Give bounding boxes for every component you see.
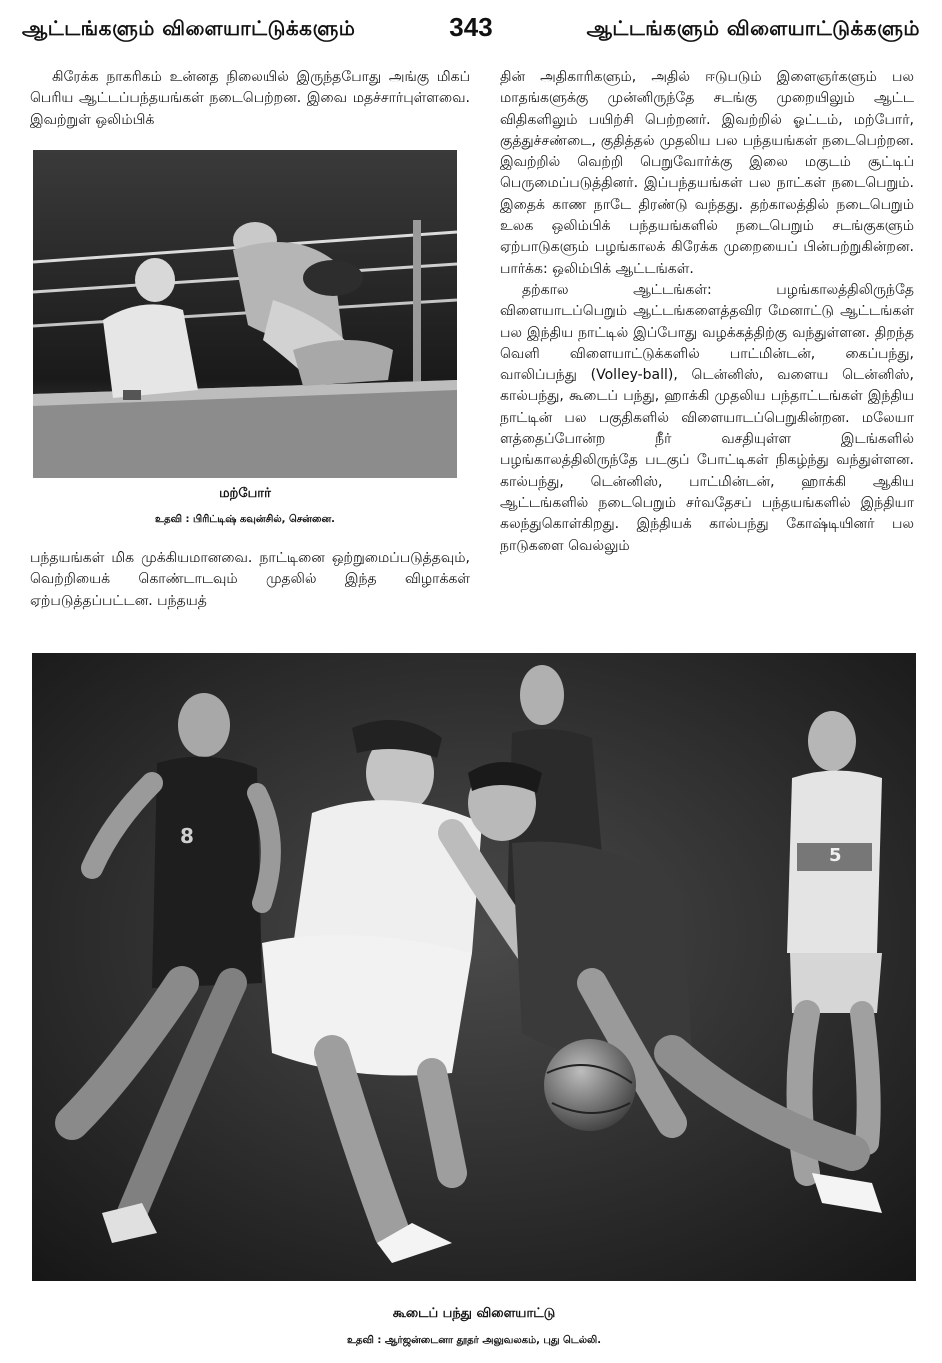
jersey-number-8: 8	[180, 824, 194, 848]
page-header	[22, 12, 920, 48]
left-column-top-text	[30, 67, 470, 131]
paragraph-greek-games: கிரேக்க நாகரிகம் உன்னத நிலையில் இருந்தபோது அங்கு மிகப் பெரிய ஆட்டப்பந்தயங்கள் நடைபெற்றன. இவை மதச்சார்புள்ளவை. இவற்றுள் ஒலிம்பிக்	[30, 69, 470, 128]
page-number: 343	[449, 12, 493, 42]
wrestling-caption: மற்போர்	[219, 486, 271, 501]
right-column-text	[500, 67, 914, 557]
running-head-left: ஆட்டங்களும் விளையாட்டுக்களும்	[22, 16, 356, 40]
wrestling-photo	[33, 150, 457, 478]
basketball-photo	[32, 653, 916, 1281]
paragraph-games-importance: பந்தயங்கள் மிக முக்கியமானவை. நாட்டினை ஒற்றுமைப்படுத்தவும், வெற்றியைக் கொண்டாடவும் முதலில் இந்த விழாக்கள் ஏற்படுத்தப்பட்டன. பந்தயத்	[30, 550, 470, 609]
running-head-right: ஆட்டங்களும் விளையாட்டுக்களும்	[586, 16, 920, 40]
paragraph-olympic-rituals: தின் அதிகாரிகளும், அதில் ஈடுபடும் இளைஞர்களும் பல மாதங்களுக்கு முன்னிருந்தே சடங்கு முறையிலும் ஆட்ட விதிகளிலும் பயிற்சி பெற்றனர். இவற்றில் ஓட்டம், மற்போர், குத்துச்சண்டை, குதித்தல் முதலிய பல பந்தயங்கள் நடைபெற்றன. இவற்றில் வெற்றி பெறுவோர்க்கு இலை மகுடம் சூட்டிப் பெருமைப்படுத்தினர். இப்பந்தயங்கள் பல நாட்கள் நடைபெறும். இதைக் காண நாடே திரண்டு வந்தது. தற்காலத்தில் நடைபெறும் உலக ஒலிம்பிக் பந்தயங்களில் நடைபெறும் சடங்குகளும் ஏற்பாடுகளும் பழங்காலக் கிரேக்க முறையைப் பின்பற்றுகின்றன. பார்க்க: ஒலிம்பிக் ஆட்டங்கள்.	[500, 69, 914, 277]
wrestling-credit: உதவி : பிரிட்டிஷ் கவுன்சில், சென்னை.	[155, 514, 335, 525]
basketball-caption: கூடைப் பந்து விளையாட்டு	[392, 1306, 556, 1321]
basketball-credit: உதவி : ஆர்ஜன்டைனா தூதர் அலுவலகம், புது டெல்லி.	[346, 1335, 602, 1346]
paragraph-modern-games: தற்கால ஆட்டங்கள்: பழங்காலத்திலிருந்தே விளையாடப்பெறும் ஆட்டங்களைத்தவிர மேனாட்டு ஆட்டங்கள் பல இந்திய நாட்டில் இப்போது வழக்கத்திற்கு வந்துள்ளன. திறந்த வெளி விளையாட்டுக்களில் பாட்மின்டன், கைப்பந்து, வாலிப்பந்து (Volley-ball), டென்னிஸ், வளைய டென்னிஸ், கால்பந்து, கூடைப் பந்து, ஹாக்கி முதலிய பந்தாட்டங்கள் இந்திய நாட்டின் பல பகுதிகளில் விளையாடப்பெறுகின்றன. மலேயா ளத்தைப்போன்ற நீர் வசதியுள்ள இடங்களில் பழங்காலத்திலிருந்தே படகுப் போட்டிகள் நிகழ்ந்து வந்துள்ளன. கால்பந்து, டென்னிஸ், பாட்மின்டன், ஹாக்கி ஆகிய ஆட்டங்களில் நடைபெறும் சர்வதேசப் பந்தயங்களில் இந்தியா கலந்துகொள்கிறது. இந்தியக் கால்பந்து கோஷ்டியினர் பல நாடுகளை வெல்லும்	[500, 281, 914, 554]
jersey-number-5: 5	[829, 845, 842, 866]
left-column-bottom-text	[30, 548, 470, 612]
